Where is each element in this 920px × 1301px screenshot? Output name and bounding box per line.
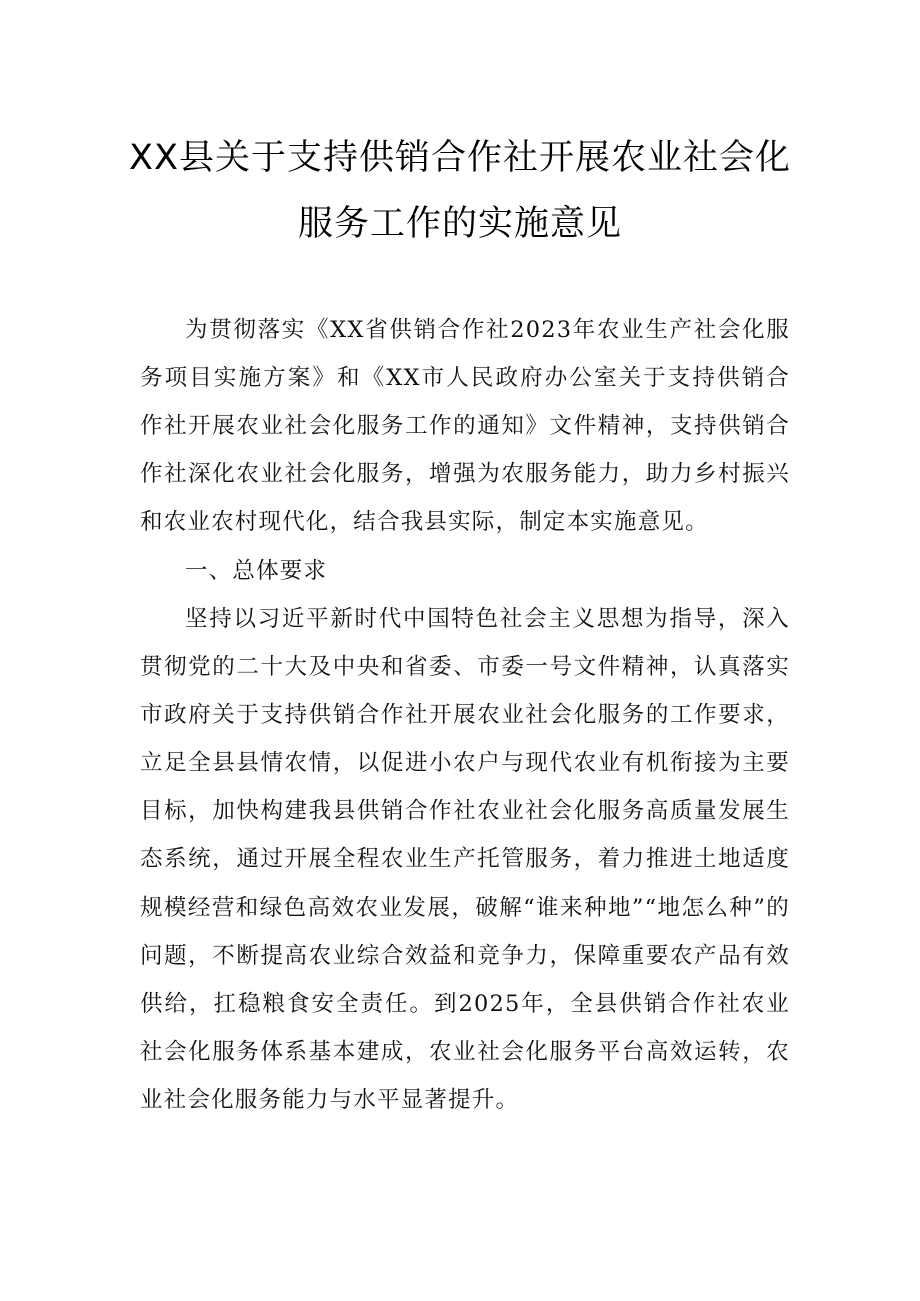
intro-paragraph: 为贯彻落实《XX省供销合作社2023年农业生产社会化服务项目实施方案》和《XX市人民政府办公室关于支持供销合作社开展农业社会化服务工作的通知》文件精神，支持供销合作社深化农业社会化服务，增强为农服务能力，助力乡村振兴和农业农村现代化，结合我县实际，制定本实施意见。 [140, 317, 790, 536]
document-title-line-2: 服务工作的实施意见 [297, 204, 622, 244]
section-heading-general-requirements: 一、总体要求 [185, 558, 328, 584]
document-title-line-1: XX县关于支持供销合作社开展农业社会化 [129, 138, 791, 178]
general-requirements-paragraph: 坚持以习近平新时代中国特色社会主义思想为指导，深入贯彻党的二十大及中央和省委、市委一号文件精神，认真落实市政府关于支持供销合作社开展农业社会化服务的工作要求，立足全县县情农情，以促进小农户与现代农业有机衔接为主要目标，加快构建我县供销合作社农业社会化服务高质量发展生态系统，通过开展全程农业生产托管服务，着力推进土地适度规模经营和绿色高效农业发展，破解“谁来种地”“地怎么种”的问题，不断提高农业综合效益和竞争力，保障重要农产品有效供给，扛稳粮食安全责任。到2025年，全县供销合作社农业社会化服务体系基本建成，农业社会化服务平台高效运转，农业社会化服务能力与水平显著提升。 [140, 606, 790, 1113]
